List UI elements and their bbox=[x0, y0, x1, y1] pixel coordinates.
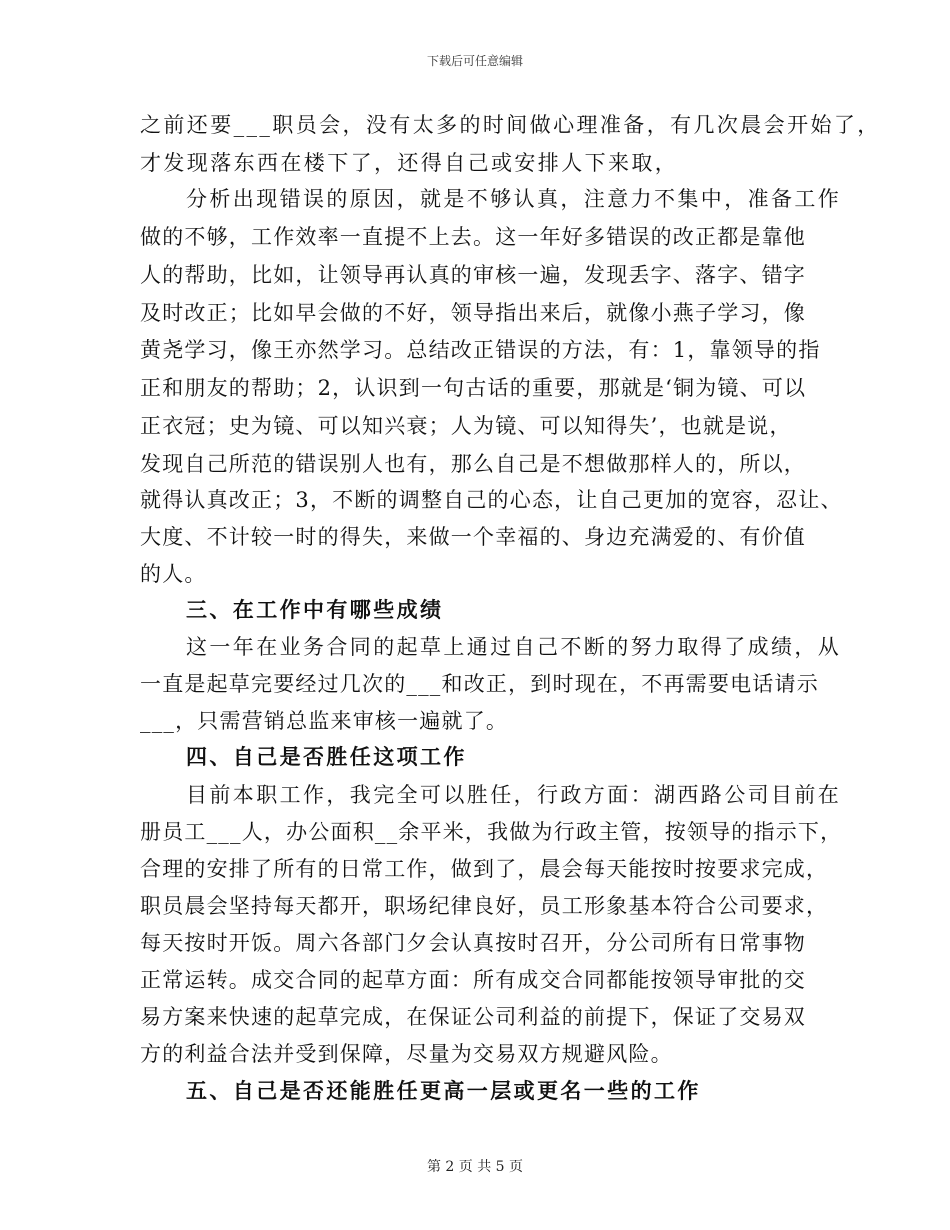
paragraph-line: 黄尧学习，像王亦然学习。总结改正错误的方法，有：1，靠领导的指 bbox=[140, 338, 821, 362]
paragraph-line: 正和朋友的帮助；2，认识到一句古话的重要，那就是‘铜为镜、可以 bbox=[140, 376, 807, 400]
paragraph-line: 做的不够，工作效率一直提不上去。这一年好多错误的改正都是靠他 bbox=[140, 225, 806, 249]
paragraph-line: 方的利益合法并受到保障，尽量为交易双方规避风险。 bbox=[140, 1042, 673, 1066]
paragraph-line: 正常运转。成交合同的起草方面：所有成交合同都能按领导审批的交 bbox=[140, 968, 806, 992]
paragraph-line: 目前本职工作，我完全可以胜任，行政方面：湖西路公司目前在 bbox=[186, 783, 842, 807]
paragraph-line: ___，只需营销总监来审核一遍就了。 bbox=[140, 709, 509, 733]
paragraph-line: 的人。 bbox=[140, 562, 207, 586]
paragraph-line: 正衣冠；史为镜、可以知兴衰；人为镜、可以知得失’，也就是说， bbox=[140, 414, 792, 438]
section-heading: 四、自己是否胜任这项工作 bbox=[186, 744, 467, 769]
section-heading: 五、自己是否还能胜任更高一层或更名一些的工作 bbox=[186, 1078, 701, 1103]
paragraph-line: 人的帮助，比如，让领导再认真的审核一遍，发现丢字、落字、错字 bbox=[140, 263, 806, 287]
paragraph-line: 一直是起草完要经过几次的___和改正，到时现在，不再需要电话请示 bbox=[140, 672, 819, 696]
paragraph-line: 就得认真改正；3，不断的调整自己的心态，让自己更加的宽容，忍让、 bbox=[140, 488, 843, 512]
paragraph-line: 及时改正；比如早会做的不好，领导指出来后，就像小燕子学习，像 bbox=[140, 301, 806, 325]
paragraph-line: 之前还要___职员会，没有太多的时间做心理准备，有几次晨会开始了， bbox=[140, 113, 881, 137]
paragraph-line: 每天按时开饭。周六各部门夕会认真按时召开，分公司所有日常事物 bbox=[140, 931, 806, 955]
paragraph-line: 册员工___人，办公面积__余平米，我做为行政主管，按领导的指示下， bbox=[140, 820, 843, 844]
section-heading: 三、在工作中有哪些成绩 bbox=[186, 597, 444, 622]
paragraph-line: 易方案来快速的起草完成，在保证公司利益的前提下，保证了交易双 bbox=[140, 1005, 806, 1029]
page-footer-number: 第 2 页 共 5 页 bbox=[426, 1159, 524, 1175]
page-header-note: 下载后可任意编辑 bbox=[426, 54, 523, 68]
paragraph-line: 才发现落东西在楼下了，还得自己或安排人下来取， bbox=[140, 151, 679, 175]
paragraph-line: 合理的安排了所有的日常工作，做到了，晨会每天能按时按要求完成， bbox=[140, 857, 829, 881]
paragraph-line: 分析出现错误的原因，就是不够认真，注意力不集中，准备工作 bbox=[186, 187, 842, 211]
paragraph-line: 这一年在业务合同的起草上通过自己不断的努力取得了成绩，从 bbox=[186, 635, 842, 659]
paragraph-line: 职员晨会坚持每天都开，职场纪律良好，员工形象基本符合公司要求， bbox=[140, 894, 829, 918]
paragraph-line: 发现自己所范的错误别人也有，那么自己是不想做那样人的，所以， bbox=[140, 452, 806, 476]
paragraph-line: 大度、不计较一时的得失，来做一个幸福的、身边充满爱的、有价值 bbox=[140, 525, 806, 549]
